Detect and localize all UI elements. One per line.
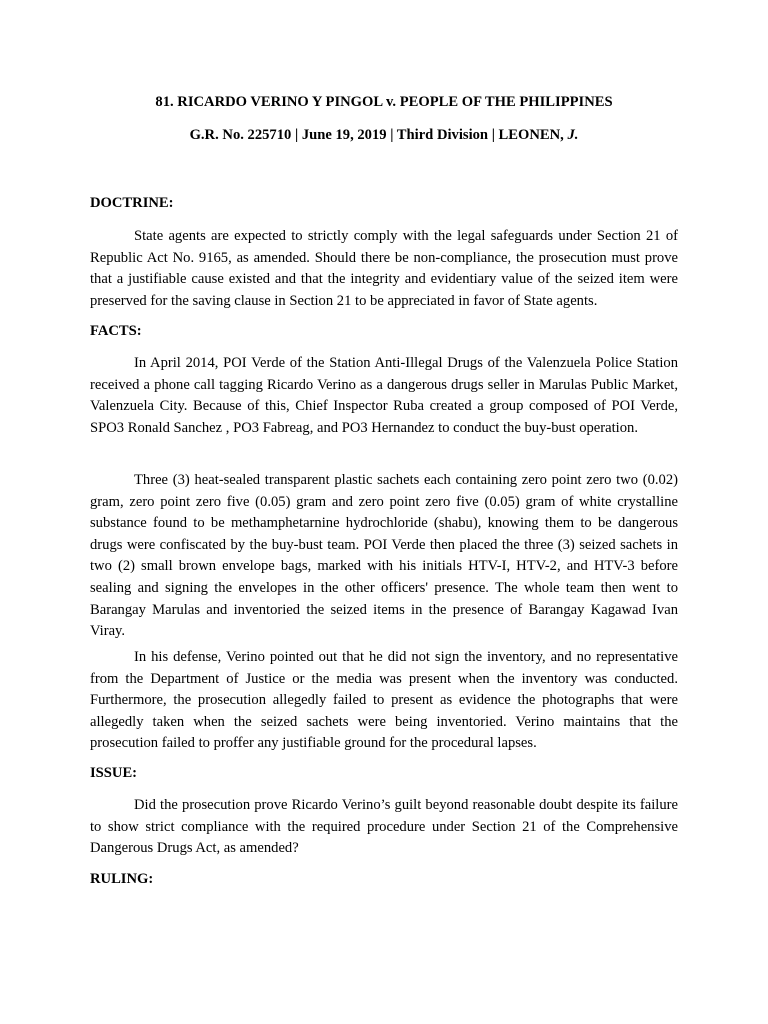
doctrine-paragraph: State agents are expected to strictly comply with the legal safeguards under Section 21 of Republic Act No. 9165, as amended. Should there be non-compliance, the prosecution must prove that a justifiable cause existed and that the integrity and evidentiary value of the seized item were preserved for the saving clause in Section 21 to be appreciated in favor of State agents.	[90, 228, 678, 309]
facts-paragraph-2: Three (3) heat-sealed transparent plastic sachets each containing zero point zero two (0.02) gram, zero point zero five (0.05) gram and zero point zero five (0.05) gram of white crystalline substance found to be methamphetarnine hydrochloride (shabu), knowing them to be dangerous drugs were confiscated by the buy-bust team. POI Verde then placed the three (3) seized sachets in two (2) small brown envelope bags, marked with his initials HTV-I, HTV-2, and HTV-3 before sealing and signing the envelopes in the other officers' presence. The whole team then went to Barangay Marulas and inventoried the seized items in the presence of Barangay Kagawad Ivan Viray.	[90, 472, 678, 640]
case-citation	[90, 127, 678, 144]
facts-paragraph-1: In April 2014, POI Verde of the Station Anti-Illegal Drugs of the Valenzuela Police Station received a phone call tagging Ricardo Verino as a dangerous drugs seller in Marulas Public Market, Valenzuela City. Because of this, Chief Inspector Ruba created a group composed of POI Verde, SPO3 Ronald Sanchez , PO3 Fabreag, and PO3 Hernandez to conduct the buy-bust operation.	[90, 355, 678, 436]
facts-paragraph-3: In his defense, Verino pointed out that he did not sign the inventory, and no representative from the Department of Justice or the media was present when the inventory was conducted. Furthermore, the prosecution allegedly failed to present as evidence the photographs that were allegedly taken when the seized sachets were being inventoried. Verino maintains that the prosecution failed to proffer any justifiable ground for the procedural lapses.	[90, 649, 678, 752]
facts-heading: FACTS:	[90, 323, 142, 339]
ruling-heading: RULING:	[90, 871, 154, 887]
issue-paragraph: Did the prosecution prove Ricardo Verino’s guilt beyond reasonable doubt despite its failure to show strict compliance with the required procedure under Section 21 of the Comprehensive Dangerous Drugs Act, as amended?	[90, 797, 678, 857]
doctrine-heading: DOCTRINE:	[90, 195, 174, 211]
case-title: 81. RICARDO VERINO Y PINGOL v. PEOPLE OF THE PHILIPPINES	[155, 94, 613, 110]
citation-justice-suffix: J.	[567, 127, 579, 143]
issue-heading: ISSUE:	[90, 765, 138, 781]
citation-text: G.R. No. 225710 | June 19, 2019 | Third Division | LEONEN,	[189, 127, 568, 143]
